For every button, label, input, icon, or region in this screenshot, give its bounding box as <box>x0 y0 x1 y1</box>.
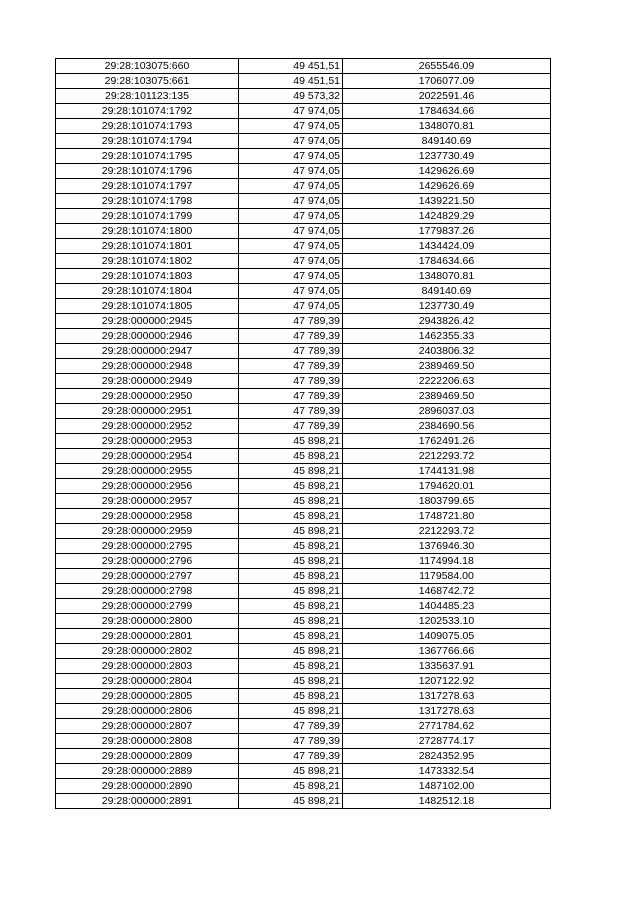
cadastral-number-cell: 29:28:000000:2802 <box>56 644 239 659</box>
specific-value-cell: 45 898,21 <box>239 449 343 464</box>
table-row <box>56 749 551 764</box>
cadastral-value-cell: 1706077.09 <box>343 74 551 89</box>
table-row <box>56 104 551 119</box>
specific-value-cell: 45 898,21 <box>239 794 343 809</box>
specific-value-cell: 47 789,39 <box>239 404 343 419</box>
cadastral-number-cell: 29:28:101074:1804 <box>56 284 239 299</box>
specific-value-cell: 47 789,39 <box>239 359 343 374</box>
specific-value-cell: 47 789,39 <box>239 389 343 404</box>
cadastral-number-cell: 29:28:000000:2954 <box>56 449 239 464</box>
specific-value-cell: 47 974,05 <box>239 284 343 299</box>
cadastral-value-cell: 2212293.72 <box>343 524 551 539</box>
table-row <box>56 389 551 404</box>
table-row <box>56 179 551 194</box>
cadastral-value-cell: 2212293.72 <box>343 449 551 464</box>
cadastral-value-cell: 1748721.80 <box>343 509 551 524</box>
table-row <box>56 629 551 644</box>
cadastral-value-cell: 1202533.10 <box>343 614 551 629</box>
cadastral-number-cell: 29:28:000000:2890 <box>56 779 239 794</box>
cadastral-value-cell: 1237730.49 <box>343 149 551 164</box>
cadastral-number-cell: 29:28:000000:2958 <box>56 509 239 524</box>
specific-value-cell: 47 789,39 <box>239 344 343 359</box>
specific-value-cell: 45 898,21 <box>239 539 343 554</box>
table-row <box>56 329 551 344</box>
cadastral-value-cell: 849140.69 <box>343 134 551 149</box>
table-row <box>56 209 551 224</box>
specific-value-cell: 47 789,39 <box>239 329 343 344</box>
cadastral-value-cell: 1317278.63 <box>343 704 551 719</box>
cadastral-number-cell: 29:28:000000:2806 <box>56 704 239 719</box>
cadastral-value-cell: 1482512.18 <box>343 794 551 809</box>
cadastral-value-cell: 2384690.56 <box>343 419 551 434</box>
specific-value-cell: 47 974,05 <box>239 134 343 149</box>
table-row <box>56 434 551 449</box>
cadastral-value-cell: 2403806.32 <box>343 344 551 359</box>
table-row <box>56 794 551 809</box>
specific-value-cell: 47 789,39 <box>239 719 343 734</box>
specific-value-cell: 45 898,21 <box>239 644 343 659</box>
table-body <box>56 59 551 809</box>
cadastral-value-cell: 1376946.30 <box>343 539 551 554</box>
cadastral-value-cell: 1784634.66 <box>343 254 551 269</box>
specific-value-cell: 45 898,21 <box>239 524 343 539</box>
cadastral-number-cell: 29:28:000000:2955 <box>56 464 239 479</box>
specific-value-cell: 49 573,32 <box>239 89 343 104</box>
cadastral-value-cell: 1744131.98 <box>343 464 551 479</box>
cadastral-number-cell: 29:28:000000:2796 <box>56 554 239 569</box>
cadastral-value-cell: 2222206.63 <box>343 374 551 389</box>
cadastral-value-cell: 1794620.01 <box>343 479 551 494</box>
specific-value-cell: 45 898,21 <box>239 704 343 719</box>
table-row <box>56 659 551 674</box>
table-row <box>56 344 551 359</box>
table-row <box>56 674 551 689</box>
table-row <box>56 779 551 794</box>
specific-value-cell: 47 974,05 <box>239 149 343 164</box>
table-row <box>56 59 551 74</box>
cadastral-value-cell: 1779837.26 <box>343 224 551 239</box>
table-row <box>56 224 551 239</box>
cadastral-value-cell: 1317278.63 <box>343 689 551 704</box>
specific-value-cell: 47 974,05 <box>239 269 343 284</box>
table-row <box>56 419 551 434</box>
table-row <box>56 74 551 89</box>
specific-value-cell: 47 974,05 <box>239 119 343 134</box>
specific-value-cell: 47 974,05 <box>239 164 343 179</box>
cadastral-value-cell: 1179584.00 <box>343 569 551 584</box>
specific-value-cell: 45 898,21 <box>239 479 343 494</box>
table-row <box>56 764 551 779</box>
table-row <box>56 194 551 209</box>
cadastral-value-cell: 1468742.72 <box>343 584 551 599</box>
specific-value-cell: 47 974,05 <box>239 224 343 239</box>
table-row <box>56 314 551 329</box>
table-row <box>56 524 551 539</box>
cadastral-number-cell: 29:28:000000:2956 <box>56 479 239 494</box>
cadastral-table <box>55 58 551 809</box>
cadastral-number-cell: 29:28:000000:2803 <box>56 659 239 674</box>
specific-value-cell: 47 789,39 <box>239 314 343 329</box>
cadastral-value-cell: 2824352.95 <box>343 749 551 764</box>
cadastral-number-cell: 29:28:000000:2959 <box>56 524 239 539</box>
cadastral-number-cell: 29:28:000000:2891 <box>56 794 239 809</box>
cadastral-value-cell: 2389469.50 <box>343 389 551 404</box>
cadastral-number-cell: 29:28:000000:2799 <box>56 599 239 614</box>
specific-value-cell: 45 898,21 <box>239 509 343 524</box>
table-row <box>56 284 551 299</box>
cadastral-number-cell: 29:28:101074:1805 <box>56 299 239 314</box>
cadastral-number-cell: 29:28:000000:2804 <box>56 674 239 689</box>
table-row <box>56 509 551 524</box>
cadastral-value-cell: 1429626.69 <box>343 179 551 194</box>
cadastral-number-cell: 29:28:000000:2948 <box>56 359 239 374</box>
specific-value-cell: 45 898,21 <box>239 434 343 449</box>
table-row <box>56 719 551 734</box>
table-row <box>56 689 551 704</box>
table-row <box>56 149 551 164</box>
table-row <box>56 449 551 464</box>
specific-value-cell: 47 974,05 <box>239 254 343 269</box>
specific-value-cell: 45 898,21 <box>239 764 343 779</box>
specific-value-cell: 45 898,21 <box>239 659 343 674</box>
cadastral-number-cell: 29:28:000000:2808 <box>56 734 239 749</box>
cadastral-value-cell: 1237730.49 <box>343 299 551 314</box>
cadastral-number-cell: 29:28:101074:1799 <box>56 209 239 224</box>
table-row <box>56 704 551 719</box>
cadastral-value-cell: 849140.69 <box>343 284 551 299</box>
specific-value-cell: 47 789,39 <box>239 374 343 389</box>
specific-value-cell: 45 898,21 <box>239 464 343 479</box>
cadastral-number-cell: 29:28:000000:2950 <box>56 389 239 404</box>
cadastral-value-cell: 1762491.26 <box>343 434 551 449</box>
cadastral-value-cell: 2389469.50 <box>343 359 551 374</box>
specific-value-cell: 47 974,05 <box>239 194 343 209</box>
cadastral-value-cell: 2655546.09 <box>343 59 551 74</box>
table-row <box>56 119 551 134</box>
cadastral-number-cell: 29:28:101123:135 <box>56 89 239 104</box>
cadastral-number-cell: 29:28:101074:1797 <box>56 179 239 194</box>
table-row <box>56 359 551 374</box>
table-row <box>56 614 551 629</box>
cadastral-number-cell: 29:28:000000:2805 <box>56 689 239 704</box>
table-row <box>56 494 551 509</box>
specific-value-cell: 45 898,21 <box>239 629 343 644</box>
cadastral-number-cell: 29:28:101074:1800 <box>56 224 239 239</box>
cadastral-number-cell: 29:28:000000:2809 <box>56 749 239 764</box>
cadastral-value-cell: 2771784.62 <box>343 719 551 734</box>
cadastral-value-cell: 1803799.65 <box>343 494 551 509</box>
cadastral-number-cell: 29:28:000000:2800 <box>56 614 239 629</box>
cadastral-value-cell: 1487102.00 <box>343 779 551 794</box>
table-row <box>56 599 551 614</box>
cadastral-number-cell: 29:28:101074:1803 <box>56 269 239 284</box>
cadastral-number-cell: 29:28:101074:1796 <box>56 164 239 179</box>
specific-value-cell: 47 974,05 <box>239 299 343 314</box>
table-row <box>56 239 551 254</box>
cadastral-number-cell: 29:28:000000:2889 <box>56 764 239 779</box>
specific-value-cell: 45 898,21 <box>239 569 343 584</box>
table-row <box>56 134 551 149</box>
specific-value-cell: 45 898,21 <box>239 494 343 509</box>
cadastral-number-cell: 29:28:000000:2795 <box>56 539 239 554</box>
table-row <box>56 299 551 314</box>
cadastral-number-cell: 29:28:101074:1794 <box>56 134 239 149</box>
cadastral-number-cell: 29:28:101074:1802 <box>56 254 239 269</box>
cadastral-number-cell: 29:28:103075:660 <box>56 59 239 74</box>
cadastral-number-cell: 29:28:101074:1798 <box>56 194 239 209</box>
specific-value-cell: 45 898,21 <box>239 599 343 614</box>
cadastral-value-cell: 1429626.69 <box>343 164 551 179</box>
cadastral-value-cell: 1348070.81 <box>343 269 551 284</box>
cadastral-number-cell: 29:28:000000:2952 <box>56 419 239 434</box>
specific-value-cell: 45 898,21 <box>239 689 343 704</box>
cadastral-number-cell: 29:28:101074:1795 <box>56 149 239 164</box>
cadastral-number-cell: 29:28:000000:2945 <box>56 314 239 329</box>
cadastral-value-cell: 2943826.42 <box>343 314 551 329</box>
cadastral-value-cell: 1409075.05 <box>343 629 551 644</box>
cadastral-value-cell: 1348070.81 <box>343 119 551 134</box>
specific-value-cell: 47 789,39 <box>239 734 343 749</box>
specific-value-cell: 45 898,21 <box>239 779 343 794</box>
cadastral-number-cell: 29:28:000000:2807 <box>56 719 239 734</box>
cadastral-number-cell: 29:28:000000:2801 <box>56 629 239 644</box>
cadastral-number-cell: 29:28:000000:2953 <box>56 434 239 449</box>
specific-value-cell: 47 974,05 <box>239 239 343 254</box>
cadastral-number-cell: 29:28:103075:661 <box>56 74 239 89</box>
cadastral-value-cell: 1473332.54 <box>343 764 551 779</box>
cadastral-value-cell: 2022591.46 <box>343 89 551 104</box>
cadastral-value-cell: 1434424.09 <box>343 239 551 254</box>
cadastral-value-cell: 1424829.29 <box>343 209 551 224</box>
table-row <box>56 89 551 104</box>
cadastral-value-cell: 1207122.92 <box>343 674 551 689</box>
cadastral-value-cell: 1174994.18 <box>343 554 551 569</box>
cadastral-number-cell: 29:28:000000:2947 <box>56 344 239 359</box>
specific-value-cell: 49 451,51 <box>239 74 343 89</box>
specific-value-cell: 45 898,21 <box>239 674 343 689</box>
cadastral-value-cell: 1335637.91 <box>343 659 551 674</box>
specific-value-cell: 45 898,21 <box>239 584 343 599</box>
cadastral-number-cell: 29:28:000000:2797 <box>56 569 239 584</box>
cadastral-value-cell: 1462355.33 <box>343 329 551 344</box>
cadastral-number-cell: 29:28:101074:1792 <box>56 104 239 119</box>
cadastral-number-cell: 29:28:000000:2957 <box>56 494 239 509</box>
cadastral-number-cell: 29:28:000000:2798 <box>56 584 239 599</box>
cadastral-value-cell: 1367766.66 <box>343 644 551 659</box>
specific-value-cell: 47 974,05 <box>239 209 343 224</box>
specific-value-cell: 47 974,05 <box>239 104 343 119</box>
table-row <box>56 644 551 659</box>
table-row <box>56 374 551 389</box>
specific-value-cell: 49 451,51 <box>239 59 343 74</box>
cadastral-number-cell: 29:28:000000:2951 <box>56 404 239 419</box>
cadastral-value-cell: 1439221.50 <box>343 194 551 209</box>
cadastral-value-cell: 2896037.03 <box>343 404 551 419</box>
cadastral-number-cell: 29:28:101074:1793 <box>56 119 239 134</box>
cadastral-value-cell: 2728774.17 <box>343 734 551 749</box>
specific-value-cell: 45 898,21 <box>239 554 343 569</box>
table-row <box>56 734 551 749</box>
table-row <box>56 584 551 599</box>
specific-value-cell: 47 789,39 <box>239 749 343 764</box>
cadastral-number-cell: 29:28:101074:1801 <box>56 239 239 254</box>
table-row <box>56 464 551 479</box>
cadastral-number-cell: 29:28:000000:2949 <box>56 374 239 389</box>
table-row <box>56 569 551 584</box>
specific-value-cell: 47 789,39 <box>239 419 343 434</box>
table-row <box>56 269 551 284</box>
cadastral-value-cell: 1784634.66 <box>343 104 551 119</box>
table-row <box>56 164 551 179</box>
table-row <box>56 479 551 494</box>
table-row <box>56 254 551 269</box>
table-row <box>56 404 551 419</box>
table-row <box>56 539 551 554</box>
cadastral-value-cell: 1404485.23 <box>343 599 551 614</box>
specific-value-cell: 47 974,05 <box>239 179 343 194</box>
table-row <box>56 554 551 569</box>
specific-value-cell: 45 898,21 <box>239 614 343 629</box>
cadastral-number-cell: 29:28:000000:2946 <box>56 329 239 344</box>
